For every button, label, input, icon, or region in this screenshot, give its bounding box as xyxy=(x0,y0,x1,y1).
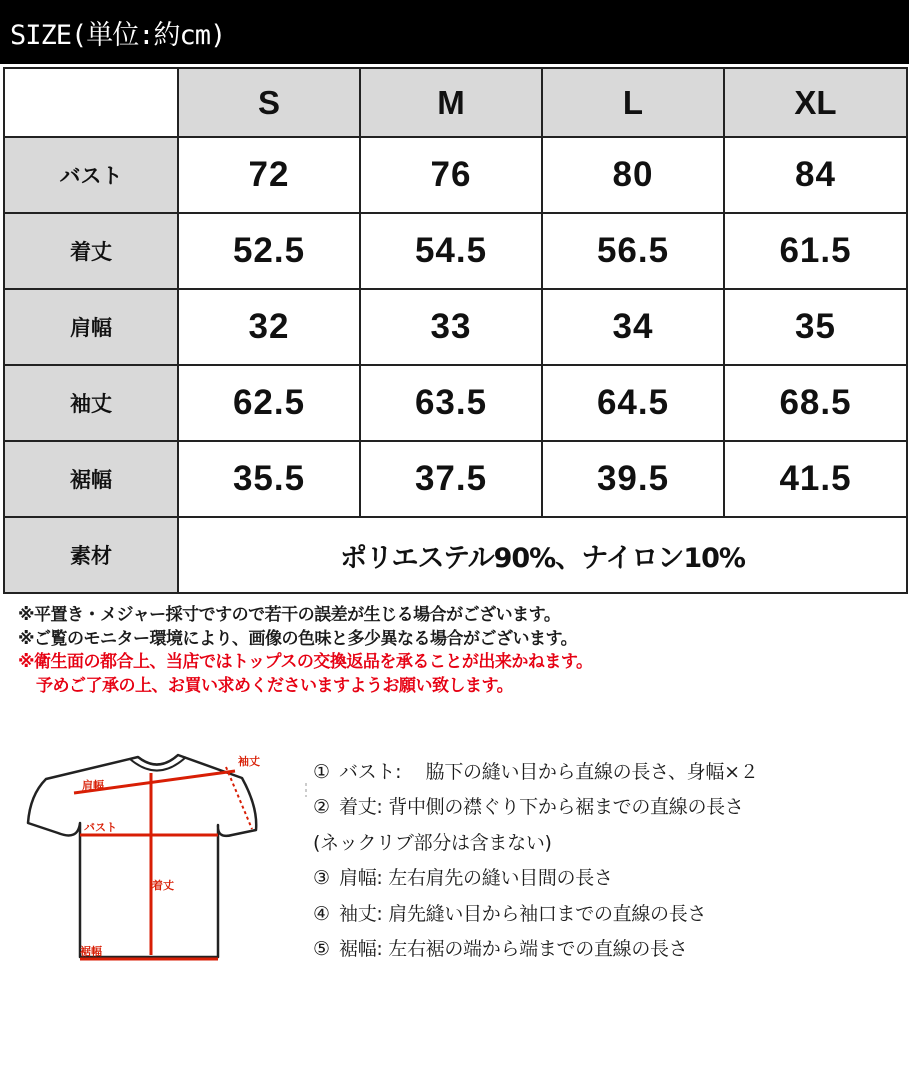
row-header: 肩幅 xyxy=(4,289,178,365)
table-header-row xyxy=(4,68,907,137)
legend-item xyxy=(313,755,903,790)
legend-item xyxy=(313,861,903,896)
table-cell: 72 xyxy=(178,137,360,213)
table-cell: 76 xyxy=(360,137,542,213)
table-cell: 80 xyxy=(542,137,724,213)
row-header: 袖丈 xyxy=(4,365,178,441)
notes xyxy=(18,604,898,698)
diagram-label-length: 着丈 xyxy=(152,879,174,892)
diagram-label-hem: 裾幅 xyxy=(80,945,102,958)
table-cell: 64.5 xyxy=(542,365,724,441)
header-bar xyxy=(0,0,909,64)
legend-text: 着丈: 背中側の襟ぐり下から裾までの直線の長さ xyxy=(339,796,744,819)
table-row xyxy=(4,441,907,517)
column-header: L xyxy=(542,68,724,137)
table-cell: 62.5 xyxy=(178,365,360,441)
legend-number: ④ xyxy=(313,902,330,925)
return-policy-note: ※衛生面の都合上、当店ではトップスの交換返品を承ることが出来かねます。 xyxy=(18,652,593,672)
tshirt-body xyxy=(28,755,256,957)
table-row xyxy=(4,137,907,213)
table-cell: 35.5 xyxy=(178,441,360,517)
table-row xyxy=(4,289,907,365)
table-cell: 33 xyxy=(360,289,542,365)
legend-number: ① xyxy=(313,761,330,783)
note-line: ※ご覧のモニター環境により、画像の色味と多少異なる場合がございます。 xyxy=(18,628,578,649)
table-cell: 35 xyxy=(724,289,907,365)
table-cell: 39.5 xyxy=(542,441,724,517)
legend-text: 袖丈: 肩先縫い目から袖口までの直線の長さ xyxy=(339,902,707,925)
legend-item xyxy=(313,826,903,861)
legend-text: 裾幅: 左右裾の端から端までの直線の長さ xyxy=(339,938,688,961)
table-cell: 34 xyxy=(542,289,724,365)
row-header: 素材 xyxy=(4,517,178,593)
measurement-diagram xyxy=(20,745,320,970)
corner-cell xyxy=(4,68,178,137)
table-cell: 41.5 xyxy=(724,441,907,517)
legend-text: (ネックリブ部分は含まない) xyxy=(313,831,552,854)
table-cell: 84 xyxy=(724,137,907,213)
column-header: M xyxy=(360,68,542,137)
legend-number: ② xyxy=(313,796,330,819)
legend-number: ③ xyxy=(313,867,330,890)
material-row xyxy=(4,517,907,593)
note-line: ※平置き・メジャー採寸ですので若干の誤差が生じる場合がございます。 xyxy=(18,605,561,625)
table-cell: 32 xyxy=(178,289,360,365)
legend-text: バスト: 脇下の縫い目から直線の長さ、身幅×２ xyxy=(339,761,759,783)
table-cell: 56.5 xyxy=(542,213,724,289)
legend-item xyxy=(313,932,903,967)
return-policy-note: 予めご了承の上、お買い求めくださいますようお願い致します。 xyxy=(36,675,514,696)
diagram-label-sleeve: 袖丈 xyxy=(238,755,260,768)
material-value: ポリエステル90%、ナイロン10% xyxy=(178,517,907,593)
table-cell: 61.5 xyxy=(724,213,907,289)
legend-text: 肩幅: 左右肩先の縫い目間の長さ xyxy=(339,867,613,890)
table-cell: 63.5 xyxy=(360,365,542,441)
legend-number: ⑤ xyxy=(313,938,330,961)
measurement-legend xyxy=(313,755,903,967)
legend-item xyxy=(313,790,903,825)
page-title: SIZE(単位:約cm) xyxy=(10,20,226,51)
row-header: バスト xyxy=(4,137,178,213)
column-header: XL xyxy=(724,68,907,137)
legend-item xyxy=(313,897,903,932)
table-row xyxy=(4,365,907,441)
diagram-label-shoulder: 肩幅 xyxy=(82,779,104,792)
size-table xyxy=(3,67,908,594)
diagram-label-bust: バスト xyxy=(84,821,117,834)
table-cell: 37.5 xyxy=(360,441,542,517)
table-cell: 52.5 xyxy=(178,213,360,289)
row-header: 着丈 xyxy=(4,213,178,289)
tshirt-outline-graphic xyxy=(20,745,320,970)
table-row xyxy=(4,213,907,289)
table-cell: 54.5 xyxy=(360,213,542,289)
table-cell: 68.5 xyxy=(724,365,907,441)
row-header: 裾幅 xyxy=(4,441,178,517)
column-header: S xyxy=(178,68,360,137)
